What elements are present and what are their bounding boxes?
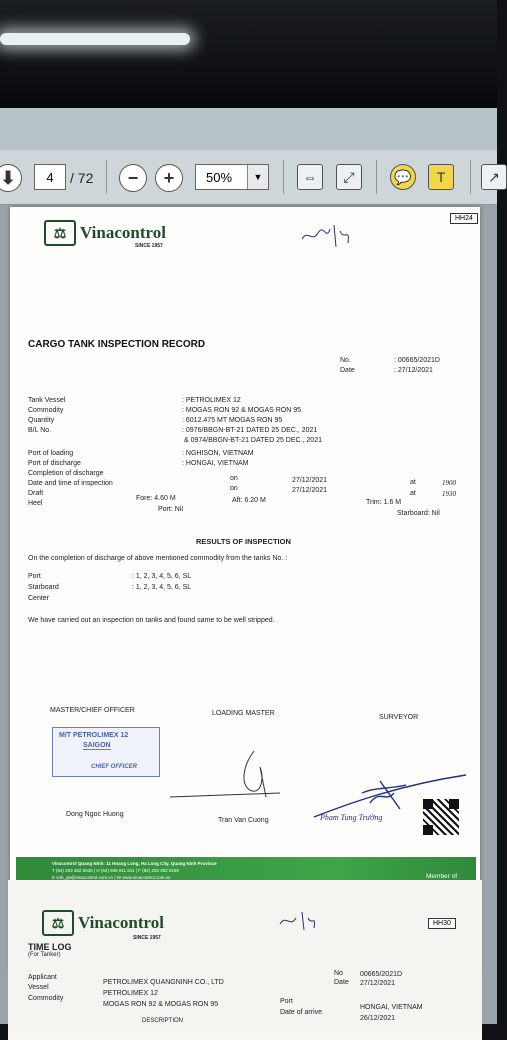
footer-address: Vinacontrol Quang Ninh: 11 Hoang Long, Ha Long City, Quang Ninh Province [52,861,217,866]
completion-text: On the completion of discharge of above mentioned commodity from the tanks No. : [28,555,288,562]
date-value: 27/12/2021 [360,980,396,987]
no-label: No [334,970,343,977]
vinacontrol-logo [42,910,164,936]
arrive-value: 26/12/2021 [360,1015,396,1022]
vessel-label: Vessel [28,984,49,991]
fit-width-icon[interactable]: ⇔ [297,164,323,190]
heel-port: Port: Nil [158,506,183,513]
zoom-level-select[interactable] [195,164,269,190]
field-label: Commodity [28,407,64,414]
no-label: No. [340,357,351,364]
field-label: Tank Vessel [28,397,66,404]
inspection-date: 27/12/2021 [292,487,328,494]
logo-name: Vinacontrol [80,223,166,242]
form-code: HH24 [450,213,478,224]
field-value: : MOGAS RON 92 & MOGAS RON 95 [182,407,302,414]
inspection-text: We have carried out an inspection on tanks and found same to be well stripped. [28,617,275,624]
stamp-line: CHIEF OFFICER [91,764,137,770]
center-label: Center [28,595,50,602]
timelog-title: TIME LOG [28,942,72,952]
surveyor-name: Pham Tung Trường [320,813,383,822]
page-number-input[interactable]: 4 [34,164,66,190]
logo-name: Vinacontrol [78,913,164,932]
field-label: Port of loading [28,450,74,457]
chevron-down-icon[interactable]: ▼ [247,165,268,189]
master-name: Dong Ngoc Huong [66,811,124,818]
commodity-label: Commodity [28,995,64,1002]
port-value: HONGAI, VIETNAM [360,1004,423,1011]
on-label: on [230,475,238,482]
footer-member-of: Member of [426,873,458,880]
commodity-value: MOGAS RON 92 & MOGAS RON 95 [103,1001,219,1008]
field-label: Port of discharge [28,460,81,467]
zoom-in-button[interactable]: + [155,164,183,192]
loading-master-name: Tran Van Cuong [218,817,269,824]
datetime-label: Date and time of inspection [28,480,113,487]
screen-glare [0,33,190,45]
qr-code [423,799,459,835]
loading-master-label: LOADING MASTER [212,710,275,717]
arrive-label: Date of arrive [280,1009,323,1016]
toolbar-divider [376,160,377,194]
field-value: : HONGAI, VIETNAM [182,460,249,467]
on-label: on [230,485,238,492]
results-title: RESULTS OF INSPECTION [196,537,291,546]
date-value: : 27/12/2021 [394,367,433,374]
document-page [10,207,480,970]
document-page-next-body [8,880,482,1030]
completion-label: Completion of discharge [28,470,104,477]
master-label: MASTER/CHIEF OFFICER [50,707,135,714]
logo-since: SINCE 1957 [133,935,161,941]
field-label: Quantity [28,417,55,424]
toolbar-divider [283,160,284,194]
completion-time: 1900 [442,479,456,487]
footer-phone: T (84) 203 382 5535 | H (84) 936 911 811 | F (84) 203 382 8169 [52,868,179,873]
field-value: : PETROLIMEX 12 [182,397,241,404]
zoom-level-value: 50% [206,169,233,185]
comment-icon[interactable]: 💬 [390,164,416,190]
no-value: 00665/2021D [360,971,403,978]
date-label: Date [340,367,355,374]
toolbar-divider [106,160,107,194]
field-label: B/L No. [28,427,52,434]
port-label: Port [280,998,293,1005]
draft-fore: Fore: 4.60 M [136,495,176,502]
form-code: HH30 [428,918,456,929]
page-total-label: / 72 [70,170,94,186]
loading-master-signature [170,747,300,805]
stamp-line: SAIGON [83,742,111,749]
completion-date: 27/12/2021 [292,477,328,484]
monitor-bezel [0,0,497,110]
handwritten-initials [278,908,318,934]
window-titlebar [0,108,497,150]
vessel-value: PETROLIMEX 12 [103,990,158,997]
field-value: : 6012.475 MT MOGAS RON 95 [182,417,283,424]
fit-page-icon[interactable]: ⤢ [336,164,362,190]
trim-value: Trim: 1.6 M [366,499,402,506]
heel-label: Heel [28,500,43,507]
stamp-line: M/T PETROLIMEX 12 [59,732,129,739]
share-icon[interactable]: ↗ [481,164,507,190]
next-page-icon[interactable]: ⬇ [0,164,22,192]
field-value: : 0976/BBGN-BT-21 DATED 25 DEC., 2021 [182,427,318,434]
starboard-tanks: : 1, 2, 3, 4, 5, 6, SL [132,584,192,591]
toolbar-divider [470,160,471,194]
draft-aft: Aft: 6.20 M [232,497,266,504]
timelog-subtitle: (For Tanker) [28,952,61,958]
scales-icon: ⚖ [44,220,76,246]
document-title: CARGO TANK INSPECTION RECORD [28,339,206,350]
highlight-text-icon[interactable]: T [428,164,454,190]
ship-stamp [52,727,160,777]
handwritten-initials [300,221,352,251]
description-header: DESCRIPTION [142,1018,184,1024]
logo-since: SINCE 1957 [135,243,163,249]
surveyor-label: SURVEYOR [379,714,419,721]
pdf-viewer-window [0,108,500,1024]
applicant-value: PETROLIMEX QUANGNINH CO., LTD [103,979,224,986]
inspection-time: 1930 [442,490,456,498]
starboard-label: Starboard [28,584,59,591]
zoom-out-button[interactable]: − [119,164,147,192]
applicant-label: Applicant [28,974,57,981]
draft-label: Draft [28,490,44,497]
at-label: at [410,479,416,486]
heel-starboard: Starboard: Nil [397,510,440,517]
scales-icon: ⚖ [42,910,74,936]
field-value: : NGHISON, VIETNAM [182,450,254,457]
pdf-toolbar [0,150,500,205]
date-label: Date [334,979,349,986]
port-label: Port [28,573,41,580]
no-value: : 00665/2021D [394,357,440,364]
footer-email: E vnh_qn@vinacontrol.com.vn | W www.vinacontrol.com.vn [52,875,171,880]
field-value: & 0974/BBGN-BT-21 DATED 25 DEC., 2021 [184,437,322,444]
port-tanks: : 1, 2, 3, 4, 5, 6, SL [132,573,192,580]
at-label: at [410,490,416,497]
